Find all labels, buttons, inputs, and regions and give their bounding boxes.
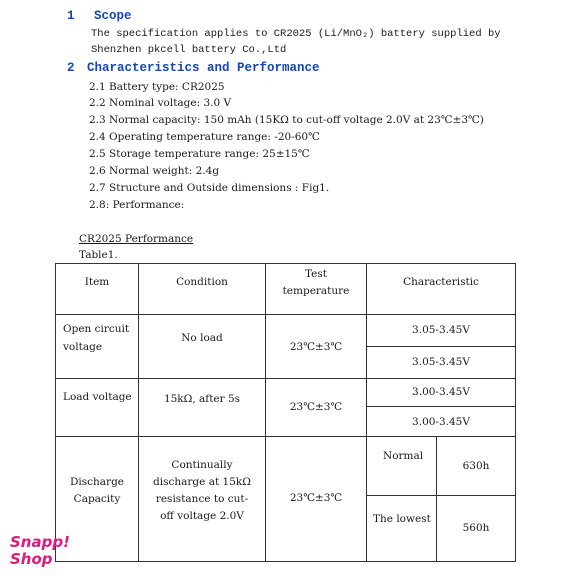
section-title-scope: Scope bbox=[94, 9, 132, 23]
spec-item: 2.5 Storage temperature range: 25±15℃ bbox=[89, 148, 310, 160]
section-number-characteristics: 2 bbox=[67, 61, 75, 75]
row-load-characteristic-2: 3.00-3.45V bbox=[412, 416, 470, 428]
spec-item: 2.4 Operating temperature range: -20-60℃ bbox=[89, 131, 320, 143]
spec-item: 2.8: Performance: bbox=[89, 199, 185, 211]
row-load-characteristic-1: 3.00-3.45V bbox=[412, 386, 470, 398]
row-discharge-condition-line-4: off voltage 2.0V bbox=[160, 510, 244, 522]
spec-item: 2.7 Structure and Outside dimensions : Fig1. bbox=[89, 182, 330, 194]
header-item: Item bbox=[84, 275, 110, 288]
spec-item: 2.2 Nominal voltage: 3.0 V bbox=[89, 97, 232, 109]
row-load-temp: 23℃±3℃ bbox=[289, 401, 343, 413]
row-ocv-item-line-1: Open circuit bbox=[63, 323, 130, 335]
header-condition: Condition bbox=[176, 275, 228, 288]
row-ocv-temp: 23℃±3℃ bbox=[289, 341, 343, 353]
section-number-scope: 1 bbox=[67, 9, 75, 23]
row-ocv-characteristic-1: 3.05-3.45V bbox=[412, 324, 470, 336]
snappshop-watermark-logo bbox=[10, 534, 70, 568]
header-test-line-2: temperature bbox=[282, 285, 350, 297]
row-discharge-item-line-2: Capacity bbox=[73, 493, 121, 505]
row-ocv-item-line-2: voltage bbox=[63, 341, 103, 353]
row-discharge-temp: 23℃±3℃ bbox=[289, 492, 343, 504]
row-ocv-condition: No load bbox=[181, 332, 223, 344]
row-load-item: Load voltage bbox=[63, 391, 132, 403]
row-discharge-condition-line-3: resistance to cut- bbox=[155, 493, 249, 505]
row-discharge-condition-line-2: discharge at 15kΩ bbox=[153, 476, 251, 488]
header-test-line-1: Test bbox=[304, 268, 327, 280]
spec-item: 2.3 Normal capacity: 150 mAh (15KΩ to cut-off voltage 2.0V at 23℃±3℃) bbox=[89, 114, 484, 126]
table-label: Table1. bbox=[79, 249, 118, 261]
scope-text-line-1: The specification applies to CR2025 (Li/MnO₂) battery supplied by bbox=[91, 28, 501, 40]
header-characteristic: Characteristic bbox=[403, 275, 479, 288]
watermark-line-2: Shop bbox=[10, 550, 53, 568]
performance-caption: CR2025 Performance bbox=[79, 233, 194, 245]
row-discharge-item-line-1: Discharge bbox=[69, 476, 125, 488]
row-discharge-lowest-label: The lowest bbox=[373, 513, 431, 525]
spec-item: 2.6 Normal weight: 2.4g bbox=[89, 165, 220, 177]
row-discharge-lowest-value: 560h bbox=[462, 522, 490, 534]
row-discharge-normal-value: 630h bbox=[462, 460, 490, 472]
row-discharge-normal-label: Normal bbox=[383, 450, 424, 462]
watermark-line-1: Snapp! bbox=[10, 533, 70, 551]
scope-text-line-2: Shenzhen pkcell battery Co.,Ltd bbox=[91, 44, 287, 56]
section-title-characteristics: Characteristics and Performance bbox=[87, 61, 320, 75]
spec-item: 2.1 Battery type: CR2025 bbox=[89, 81, 225, 93]
row-discharge-condition-line-1: Continually bbox=[171, 459, 233, 471]
row-ocv-characteristic-2: 3.05-3.45V bbox=[412, 356, 470, 368]
row-load-condition: 15kΩ, after 5s bbox=[163, 393, 241, 405]
